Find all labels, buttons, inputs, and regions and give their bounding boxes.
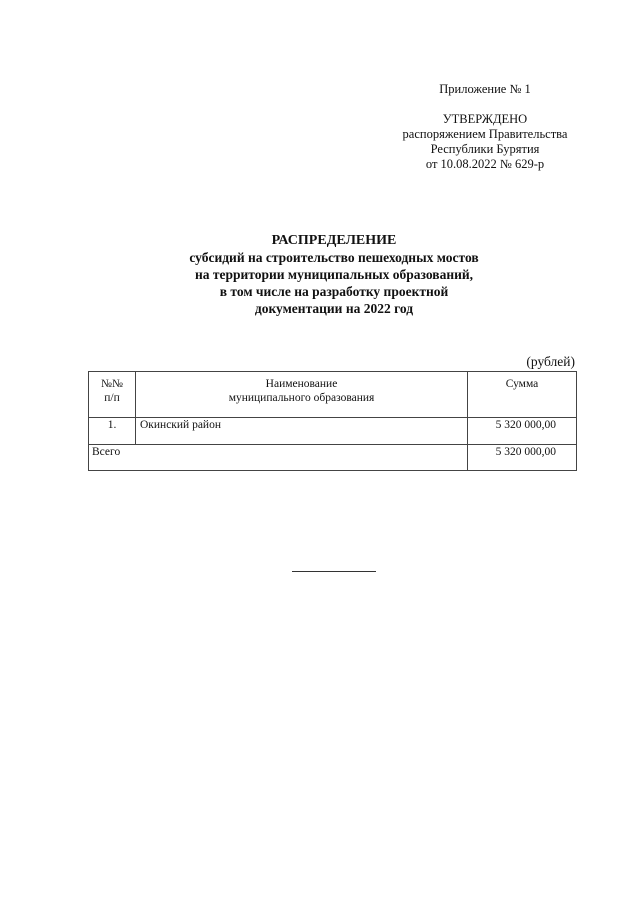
header-name: [136, 372, 468, 418]
title-line-2: на территории муниципальных образований,: [194, 267, 474, 282]
approved-by-line-2: Республики Бурятия: [430, 142, 540, 156]
table-header-row: [89, 372, 577, 418]
header-number-line-1: №№: [101, 378, 123, 390]
title-main: РАСПРЕДЕЛЕНИЕ: [271, 233, 397, 248]
document-title: [120, 232, 548, 317]
appendix-label: [380, 82, 590, 97]
row-sum: 5 320 000,00: [468, 418, 577, 445]
header-name-line-2: муниципального образования: [228, 392, 375, 404]
row-number: 1.: [89, 418, 136, 445]
title-line-1: субсидий на строительство пешеходных мостов: [189, 250, 479, 265]
total-label: Всего: [89, 445, 468, 471]
title-line-4: документации на 2022 год: [254, 301, 414, 316]
units-label: (рублей): [526, 354, 575, 369]
approval-stamp: [380, 112, 590, 172]
header-number: [89, 372, 136, 418]
approved-by-line-1: распоряжением Правительства: [402, 127, 568, 141]
table-row: [89, 418, 577, 445]
approved-date: от 10.08.2022 № 629-р: [425, 157, 545, 171]
end-divider: [292, 571, 376, 572]
total-sum: 5 320 000,00: [468, 445, 577, 471]
row-municipality: Окинский район: [136, 418, 468, 445]
header-name-line-1: Наименование: [265, 378, 338, 390]
table-total-row: [89, 445, 577, 471]
approved-label: УТВЕРЖДЕНО: [442, 112, 528, 126]
header-sum: Сумма: [468, 372, 577, 418]
header-number-line-2: п/п: [104, 392, 120, 404]
appendix-number: Приложение № 1: [439, 82, 531, 96]
title-line-3: в том числе на разработку проектной: [219, 284, 449, 299]
distribution-table: [88, 371, 577, 471]
